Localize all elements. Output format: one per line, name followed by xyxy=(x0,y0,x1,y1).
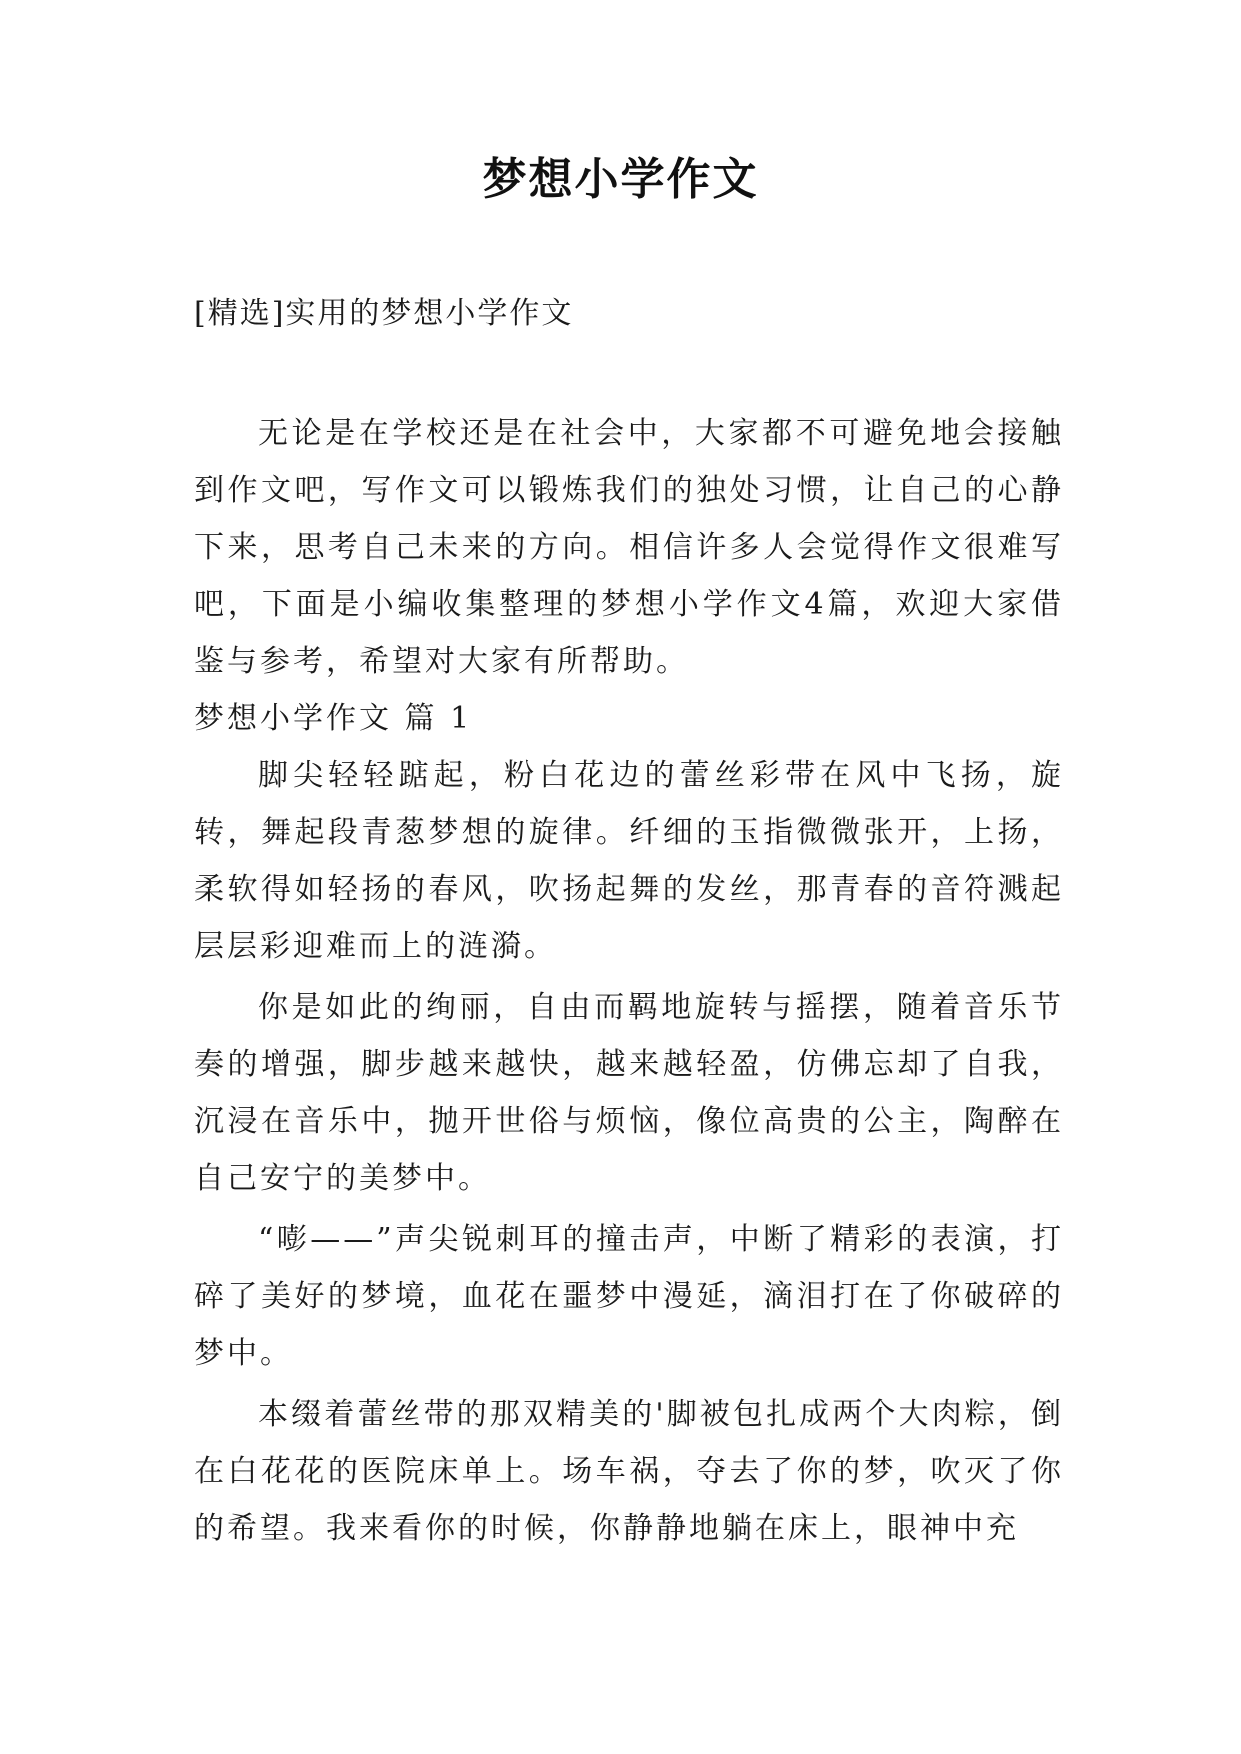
document-body xyxy=(194,405,1064,1557)
body-paragraph: 脚尖轻轻踮起，粉白花边的蕾丝彩带在风中飞扬，旋转，舞起段青葱梦想的旋律。纤细的玉指微微张开，上扬，柔软得如轻扬的春风，吹扬起舞的发丝，那青春的音符溅起层层彩迎难而上的涟漪。 xyxy=(194,758,1064,964)
body-paragraph: “嘭——”声尖锐刺耳的撞击声，中断了精彩的表演，打碎了美好的梦境，血花在噩梦中漫延，滴泪打在了你破碎的梦中。 xyxy=(194,1222,1064,1371)
body-paragraph: 你是如此的绚丽，自由而羁地旋转与摇摆，随着音乐节奏的增强，脚步越来越快，越来越轻盈，仿佛忘却了自我，沉浸在音乐中，抛开世俗与烦恼，像位高贵的公主，陶醉在自己安宁的美梦中。 xyxy=(194,990,1064,1196)
section-heading: 梦想小学作文 篇 1 xyxy=(194,701,473,736)
document-title: 梦想小学作文 xyxy=(482,154,759,205)
intro-paragraph: 无论是在学校还是在社会中，大家都不可避免地会接触到作文吧，写作文可以锻炼我们的独处习惯，让自己的心静下来，思考自己未来的方向。相信许多人会觉得作文很难写吧，下面是小编收集整理的梦想小学作文4篇，欢迎大家借鉴与参考，希望对大家有所帮助。 xyxy=(194,416,1064,679)
document-subtitle: [精选]实用的梦想小学作文 xyxy=(194,296,574,331)
body-paragraph: 本缀着蕾丝带的那双精美的'脚被包扎成两个大肉粽，倒在白花花的医院床单上。场车祸，夺去了你的梦，吹灭了你的希望。我来看你的时候，你静静地躺在床上，眼神中充 xyxy=(194,1397,1064,1546)
